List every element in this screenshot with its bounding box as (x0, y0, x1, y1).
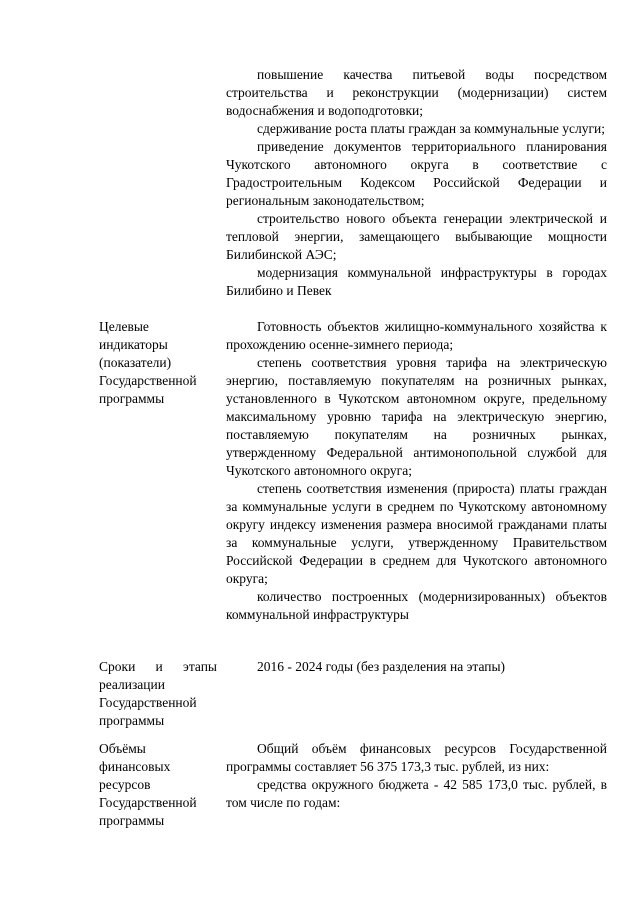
paragraph: строительство нового объекта генерации электрической и тепловой энергии, замещающего выбывающие мощности Билибинской АЭС; (226, 211, 607, 262)
label-line: индикаторы (99, 337, 168, 352)
paragraph: степень соответствия изменения (прироста) платы граждан за коммунальные услуги в среднем по Чукотскому автономному округу индексу изменения размера вносимой гражданами платы за коммунальные услуги, утвержденному Правительством Российской Федерации в среднем для Чукотского автономного округа; (226, 481, 607, 586)
label-line: ресурсов (99, 777, 151, 792)
label-line: программы (99, 391, 165, 406)
paragraph: приведение документов территориального планирования Чукотского автономного округа в соответствие с Градостроительным Кодексом Российской Федерации и региональным законодательством; (226, 139, 607, 208)
paragraph: степень соответствия уровня тарифа на электрическую энергию, поставляемую покупателям на розничных рынках, установленного в Чукотском автономном округе, предельному максимальному уровню тарифа на электрическую энергию, поставляемую покупателям на розничных рынках, утвержденному Федеральной антимонопольной службой для Чукотского автономного округа; (226, 355, 607, 478)
label-line: программы (99, 813, 165, 828)
label-line: Государственной (99, 373, 197, 388)
section-label (99, 740, 217, 830)
label-line: Сроки и этапы (99, 659, 217, 674)
section-content (226, 740, 607, 812)
paragraph: сдерживание роста платы граждан за коммунальные услуги; (257, 121, 605, 136)
paragraph: количество построенных (модернизированных) объектов коммунальной инфраструктуры (226, 589, 607, 622)
label-line: реализации (99, 677, 165, 692)
section-label (99, 658, 217, 730)
section-content (226, 66, 607, 300)
label-line: Государственной (99, 795, 197, 810)
section-content (226, 318, 607, 624)
section-label (99, 318, 217, 408)
label-line: программы (99, 713, 165, 728)
paragraph: средства окружного бюджета - 42 585 173,0 тыс. рублей, в том числе по годам: (226, 777, 607, 810)
paragraph: Готовность объектов жилищно-коммунального хозяйства к прохождению осенне-зимнего периода; (226, 319, 607, 352)
label-line: Целевые (99, 319, 149, 334)
label-line: Объёмы (99, 741, 146, 756)
label-line: финансовых (99, 759, 171, 774)
paragraph: 2016 - 2024 годы (без разделения на этапы) (257, 659, 506, 674)
paragraph: Общий объём финансовых ресурсов Государственной программы составляет 56 375 173,3 тыс. рублей, из них: (226, 741, 607, 774)
label-line: Государственной (99, 695, 197, 710)
paragraph: повышение качества питьевой воды посредством строительства и реконструкции (модернизации) систем водоснабжения и водоподготовки; (226, 67, 607, 118)
label-line: (показатели) (99, 355, 172, 370)
paragraph: модернизация коммунальной инфраструктуры в городах Билибино и Певек (226, 265, 607, 298)
section-content (226, 658, 607, 676)
